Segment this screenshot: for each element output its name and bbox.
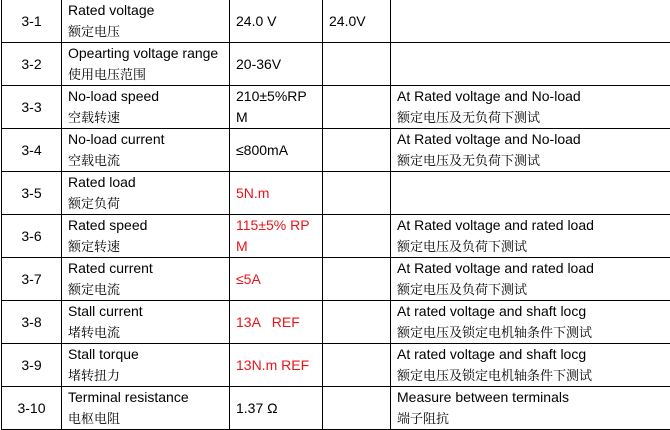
item-number: 3-2 — [2, 43, 62, 86]
parameter-name — [62, 215, 230, 258]
parameter-name — [62, 258, 230, 301]
table-row — [2, 172, 670, 215]
measured-value — [323, 215, 391, 258]
parameter-name-zh: 堵转电流 — [68, 322, 223, 343]
measured-value — [323, 43, 391, 86]
item-number: 3-7 — [2, 258, 62, 301]
table-row — [2, 129, 670, 172]
parameter-name-zh: 堵转扭力 — [68, 365, 223, 386]
test-condition-en: Measure between terminals — [397, 387, 665, 408]
parameter-name — [62, 172, 230, 215]
table-row — [2, 215, 670, 258]
parameter-name — [62, 344, 230, 387]
spec-value: 13A REF — [230, 301, 323, 344]
parameter-name-en: Stall current — [68, 301, 223, 322]
measured-value — [323, 129, 391, 172]
parameter-name-en: No-load current — [68, 129, 223, 150]
measured-value — [323, 301, 391, 344]
measured-value — [323, 344, 391, 387]
test-condition-zh: 额定电压及无负荷下测试 — [397, 150, 665, 171]
spec-value: 1.37 Ω — [230, 387, 323, 430]
item-number: 3-10 — [2, 387, 62, 430]
spec-value: ≤5A — [230, 258, 323, 301]
item-number: 3-5 — [2, 172, 62, 215]
item-number: 3-1 — [2, 0, 62, 43]
test-condition — [391, 258, 670, 301]
test-condition — [391, 43, 670, 86]
spec-value: 24.0 V — [230, 0, 323, 43]
parameter-name — [62, 86, 230, 129]
test-condition-zh: 端子阻抗 — [397, 408, 665, 429]
parameter-name-en: Opearting voltage range — [68, 43, 223, 64]
spec-value — [230, 215, 323, 258]
test-condition-en: At rated voltage and shaft locg — [397, 301, 665, 322]
test-condition — [391, 344, 670, 387]
test-condition — [391, 215, 670, 258]
measured-value — [323, 387, 391, 430]
table-row — [2, 0, 670, 43]
parameter-name-zh: 额定负荷 — [68, 193, 223, 214]
parameter-name-en: Rated current — [68, 258, 223, 279]
parameter-name-en: Rated speed — [68, 215, 223, 236]
parameter-name-zh: 额定电压 — [68, 21, 223, 42]
test-condition-zh: 额定电压及负荷下测试 — [397, 279, 665, 300]
test-condition — [391, 172, 670, 215]
test-condition — [391, 0, 670, 43]
item-number: 3-4 — [2, 129, 62, 172]
item-number: 3-3 — [2, 86, 62, 129]
test-condition-zh: 额定电压及无负荷下测试 — [397, 107, 665, 128]
parameter-name — [62, 43, 230, 86]
table-row — [2, 344, 670, 387]
parameter-name — [62, 0, 230, 43]
parameter-name-en: Rated load — [68, 172, 223, 193]
item-number: 3-9 — [2, 344, 62, 387]
test-condition — [391, 129, 670, 172]
parameter-name — [62, 129, 230, 172]
spec-value-text: 210±5%RPM — [236, 86, 316, 128]
measured-value — [323, 258, 391, 301]
measured-value — [323, 172, 391, 215]
spec-value: ≤800mA — [230, 129, 323, 172]
parameter-name-zh: 额定电流 — [68, 279, 223, 300]
test-condition — [391, 301, 670, 344]
spec-table — [1, 0, 670, 430]
item-number: 3-8 — [2, 301, 62, 344]
test-condition-en: At Rated voltage and rated load — [397, 215, 665, 236]
test-condition-en: At Rated voltage and rated load — [397, 258, 665, 279]
parameter-name-zh: 空载电流 — [68, 150, 223, 171]
test-condition — [391, 387, 670, 430]
table-row — [2, 387, 670, 430]
parameter-name-en: Terminal resistance — [68, 387, 223, 408]
parameter-name-en: No-load speed — [68, 86, 223, 107]
test-condition — [391, 86, 670, 129]
item-number: 3-6 — [2, 215, 62, 258]
parameter-name-en: Rated voltage — [68, 0, 223, 21]
test-condition-zh: 额定电压及锁定电机轴条件下测试 — [397, 322, 665, 343]
parameter-name-zh: 空载转速 — [68, 107, 223, 128]
parameter-name-zh: 额定转速 — [68, 236, 223, 257]
test-condition-en: At rated voltage and shaft locg — [397, 344, 665, 365]
test-condition-zh: 额定电压及负荷下测试 — [397, 236, 665, 257]
parameter-name-en: Stall torque — [68, 344, 223, 365]
parameter-name-zh: 使用电压范围 — [68, 64, 223, 85]
spec-value-text: 115±5% RPM — [236, 215, 316, 257]
measured-value — [323, 86, 391, 129]
table-row — [2, 258, 670, 301]
test-condition-zh: 额定电压及锁定电机轴条件下测试 — [397, 365, 665, 386]
test-condition-en: At Rated voltage and No-load — [397, 86, 665, 107]
table-row — [2, 86, 670, 129]
spec-value: 20-36V — [230, 43, 323, 86]
spec-value — [230, 86, 323, 129]
measured-value: 24.0V — [323, 0, 391, 43]
table-row — [2, 43, 670, 86]
spec-value: 13N.m REF — [230, 344, 323, 387]
parameter-name — [62, 387, 230, 430]
parameter-name-zh: 电枢电阻 — [68, 408, 223, 429]
test-condition-en: At Rated voltage and No-load — [397, 129, 665, 150]
spec-value: 5N.m — [230, 172, 323, 215]
table-row — [2, 301, 670, 344]
parameter-name — [62, 301, 230, 344]
